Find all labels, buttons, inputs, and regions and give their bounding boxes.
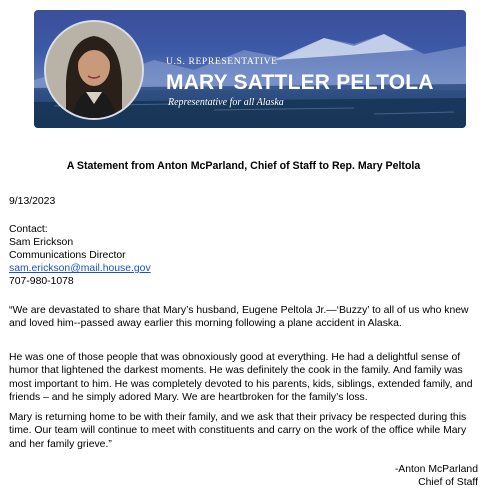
header-banner [34, 10, 466, 128]
contact-role: Communications Director [9, 250, 126, 261]
signature-name: -Anton McParland [394, 464, 478, 475]
contact-heading: Contact: [9, 224, 48, 235]
contact-name: Sam Erickson [9, 237, 74, 248]
paragraph-1: “We are devastated to share that Mary’s husband, Eugene Peltola Jr.—‘Buzzy’ to all of us who knew and loved him--passed away earlier this morning following a plane accident in Alaska. [9, 305, 469, 330]
signature-block [395, 463, 478, 490]
statement-date: 9/13/2023 [9, 196, 56, 207]
paragraph-3: Mary is returning home to be with their family, and we ask that their privacy be respected during this time. Our team will continue to meet with constituents and carry on the work of the office while Mary and her family grieve.” [9, 412, 467, 450]
contact-block [9, 223, 151, 288]
contact-email-link[interactable]: sam.erickson@mail.house.gov [9, 263, 151, 274]
banner-subtitle: Representative for all Alaska [168, 97, 284, 108]
portrait-photo [44, 20, 144, 120]
banner-eyebrow: U.S. REPRESENTATIVE [166, 56, 278, 67]
paragraph-2: He was one of those people that was obnoxiously good at everything. He had a delightful sense of humor that lightened the darkest moments. He was definitely the cook in the family. And family was most important to him. He was completely devoted to his parents, kids, siblings, extended family, and friends – and he simply adored Mary. We are heartbroken for the family’s loss. [9, 352, 473, 404]
signature-role: Chief of Staff [418, 477, 478, 489]
contact-phone: 707-980-1078 [9, 276, 74, 287]
banner-name: MARY SATTLER PELTOLA [166, 71, 434, 94]
statement-title: A Statement from Anton McParland, Chief of Staff to Rep. Mary Peltola [66, 160, 421, 172]
